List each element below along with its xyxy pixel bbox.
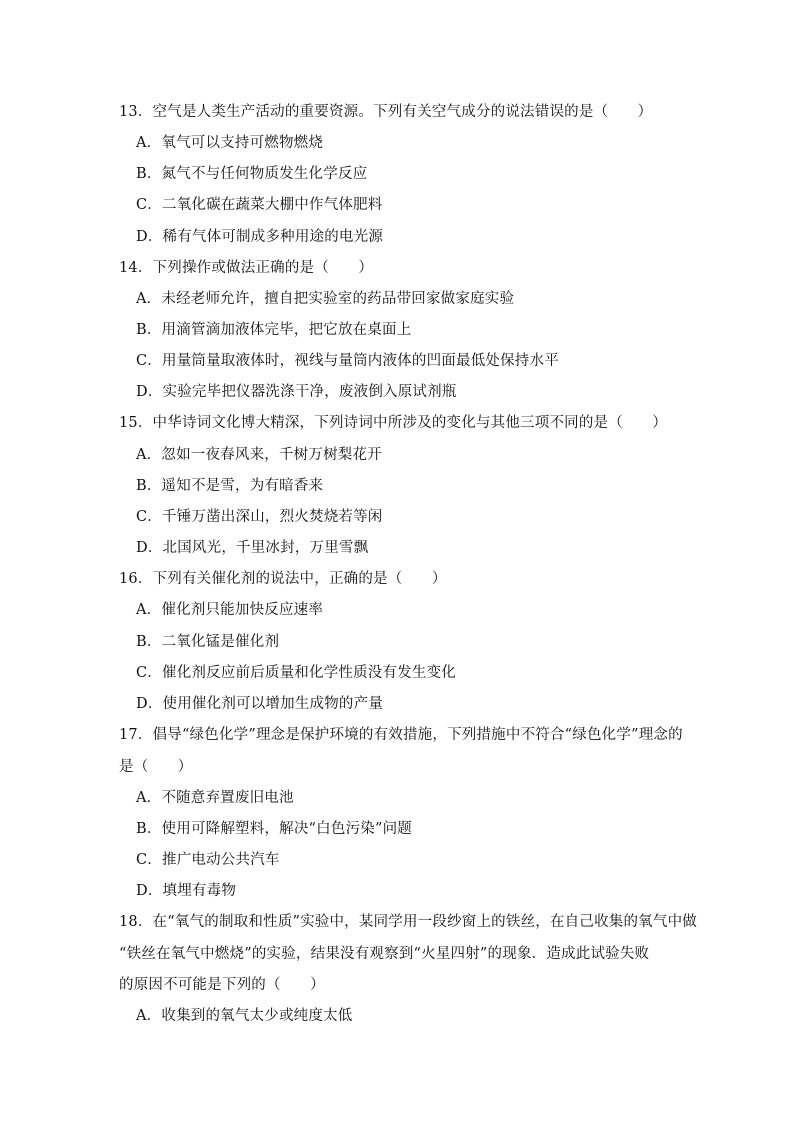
question-18-stem-continued-2: 的原因不可能是下列的（ ） — [119, 977, 325, 993]
question-16-option-d: D．使用催化剂可以增加生成物的产量 — [136, 696, 384, 712]
question-13-option-a: A．氧气可以支持可燃物燃烧 — [136, 135, 324, 151]
question-15-option-d: D．北国风光，千里冰封，万里雪飘 — [136, 540, 369, 556]
question-15-stem: 15．中华诗词文化博大精深，下列诗词中所涉及的变化与其他三项不同的是（ ） — [119, 415, 668, 431]
question-15-option-c: C．千锤万凿出深山，烈火焚烧若等闲 — [136, 509, 383, 525]
question-14-option-a: A．未经老师允许，擅自把实验室的药品带回家做家庭实验 — [136, 291, 515, 307]
question-16-option-a: A．催化剂只能加快反应速率 — [136, 602, 324, 618]
question-17-option-c: C．推广电动公共汽车 — [136, 852, 280, 868]
question-13-option-d: D．稀有气体可制成多种用途的电光源 — [136, 229, 384, 245]
question-18-stem: 18．在“氧气的制取和性质”实验中，某同学用一段纱窗上的铁丝，在自己收集的氧气中做 — [119, 914, 697, 930]
question-17-stem: 17．倡导“绿色化学”理念是保护环境的有效措施，下列措施中不符合“绿色化学”理念的 — [119, 727, 683, 743]
question-18-option-a: A．收集到的氧气太少或纯度太低 — [136, 1008, 353, 1024]
question-17-option-d: D．填埋有毒物 — [136, 883, 237, 899]
question-14-option-b: B．用滴管滴加液体完毕，把它放在桌面上 — [136, 322, 412, 338]
question-17-option-b: B．使用可降解塑料，解决“白色污染”问题 — [136, 821, 412, 837]
question-17-stem-continued: 是（ ） — [119, 759, 193, 775]
question-13-option-b: B．氮气不与任何物质发生化学反应 — [136, 166, 368, 182]
question-14-option-c: C．用量筒量取液体时，视线与量筒内液体的凹面最低处保持水平 — [136, 353, 559, 369]
question-16-option-c: C．催化剂反应前后质量和化学性质没有发生变化 — [136, 665, 456, 681]
question-18-stem-continued: “铁丝在氧气中燃烧”的实验，结果没有观察到“火星四射”的现象．造成此试验失败 — [119, 946, 650, 962]
question-14-option-d: D．实验完毕把仪器洗涤干净，废液倒入原试剂瓶 — [136, 384, 457, 400]
question-17-option-a: A．不随意弃置废旧电池 — [136, 790, 294, 806]
question-13-option-c: C．二氧化碳在蔬菜大棚中作气体肥料 — [136, 197, 383, 213]
question-15-option-a: A．忽如一夜春风来，千树万树梨花开 — [136, 447, 382, 463]
question-15-option-b: B．遥知不是雪，为有暗香来 — [136, 478, 324, 494]
question-16-option-b: B．二氧化锰是催化剂 — [136, 634, 280, 650]
question-13-stem: 13．空气是人类生产活动的重要资源。下列有关空气成分的说法错误的是（ ） — [119, 104, 653, 120]
question-14-stem: 14．下列操作或做法正确的是（ ） — [119, 260, 374, 276]
question-16-stem: 16．下列有关催化剂的说法中，正确的是（ ） — [119, 571, 447, 587]
